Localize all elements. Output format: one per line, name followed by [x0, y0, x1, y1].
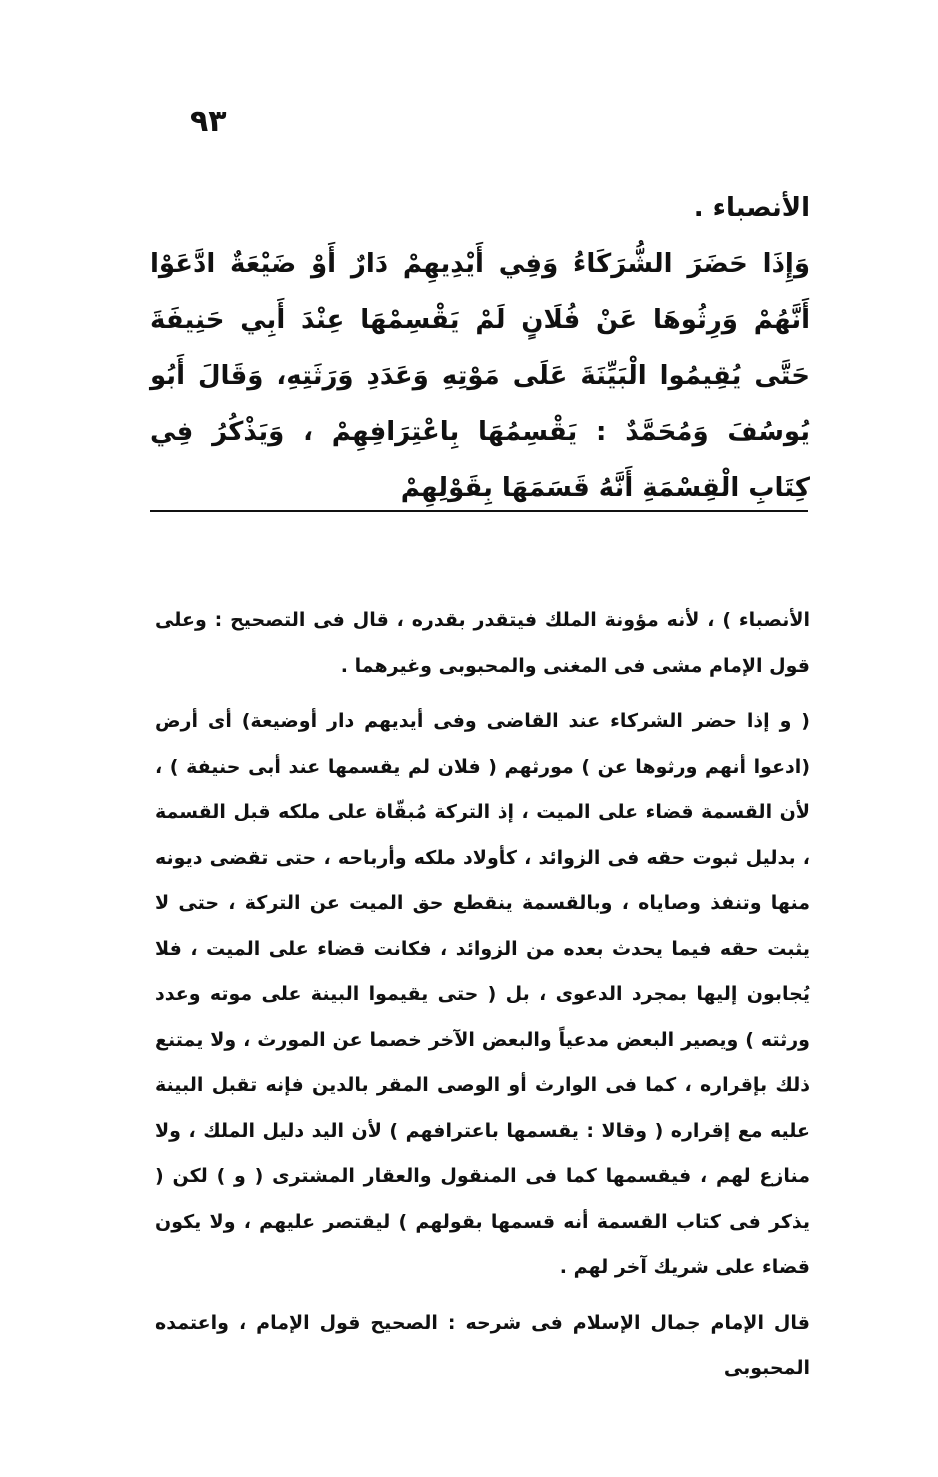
- sharh-paragraph-3: قال الإمام جمال الإسلام فى شرحه : الصحيح قول الإمام ، واعتمده المحبوبى: [155, 1311, 810, 1379]
- matn-paragraph: وَإِذَا حَضَرَ الشُّرَكَاءُ وَفِي أَيْدِيهِمْ دَارٌ أَوْ ضَيْعَةٌ ادَّعَوْا أَنَّهُمْ وَرِثُوهَا عَنْ فُلَانٍ لَمْ يَقْسِمْهَا عِنْدَ أَبِي حَنِيفَةَ حَتَّى يُقِيمُوا الْبَيِّنَةَ عَلَى مَوْتِهِ وَعَدَدِ وَرَثَتِهِ، وَقَالَ أَبُو يُوسُفَ وَمُحَمَّدٌ : يَقْسِمُهَا بِاعْتِرَافِهِمْ ، وَيَذْكُرُ فِي كِتَابِ الْقِسْمَةِ أَنَّهُ قَسَمَهَا بِقَوْلِهِمْ: [150, 249, 810, 503]
- sharh-paragraph-2: ( و إذا حضر الشركاء عند القاضى وفى أيديهم دار أوضيعة) أى أرض (ادعوا أنهم ورثوها عن ) مورثهم ( فلان لم يقسمها عند أبى حنيفة ) ، لأن القسمة قضاء على الميت ، إذ التركة مُبقّاة على ملكه قبل القسمة ، بدليل ثبوت حقه فى الزوائد ، كأولاد ملكه وأرباحه ، حتى تقضى ديونه منها وتنفذ وصاياه ، وبالقسمة ينقطع حق الميت عن التركة ، حتى لا يثبت حقه فيما يحدث بعده من الزوائد ، فكانت قضاء على الميت ، فلا يُجابون إليها بمجرد الدعوى ، بل ( حتى يقيموا البينة على موته وعدد ورثته ) ويصير البعض مدعياً والبعض الآخر خصما عن المورث ، ولا يمتنع ذلك بإقراره ، كما فى الوارث أو الوصى المقر بالدين فإنه تقبل البينة عليه مع إقراره ( وقالا : يقسمها باعترافهم ) لأن اليد دليل الملك ، ولا منازع لهم ، فيقسمها كما فى المنقول والعقار المشترى ( و ) لكن ( يذكر فى كتاب القسمة أنه قسمها بقولهم ) ليقتصر عليهم ، ولا يكون قضاء على شريك آخر لهم .: [155, 710, 810, 1278]
- matn-lead-line: الأنصباء .: [693, 193, 810, 223]
- section-divider: [150, 510, 808, 512]
- sharh-commentary-block: [155, 598, 810, 1402]
- page-number: ٩٣: [190, 104, 227, 139]
- sharh-paragraph-1: الأنصباء ) ، لأنه مؤونة الملك فيتقدر بقدره ، قال فى التصحيح : وعلى قول الإمام مشى فى المغنى والمحبوبى وغيرهما .: [155, 609, 810, 677]
- matn-text-block: [150, 180, 810, 516]
